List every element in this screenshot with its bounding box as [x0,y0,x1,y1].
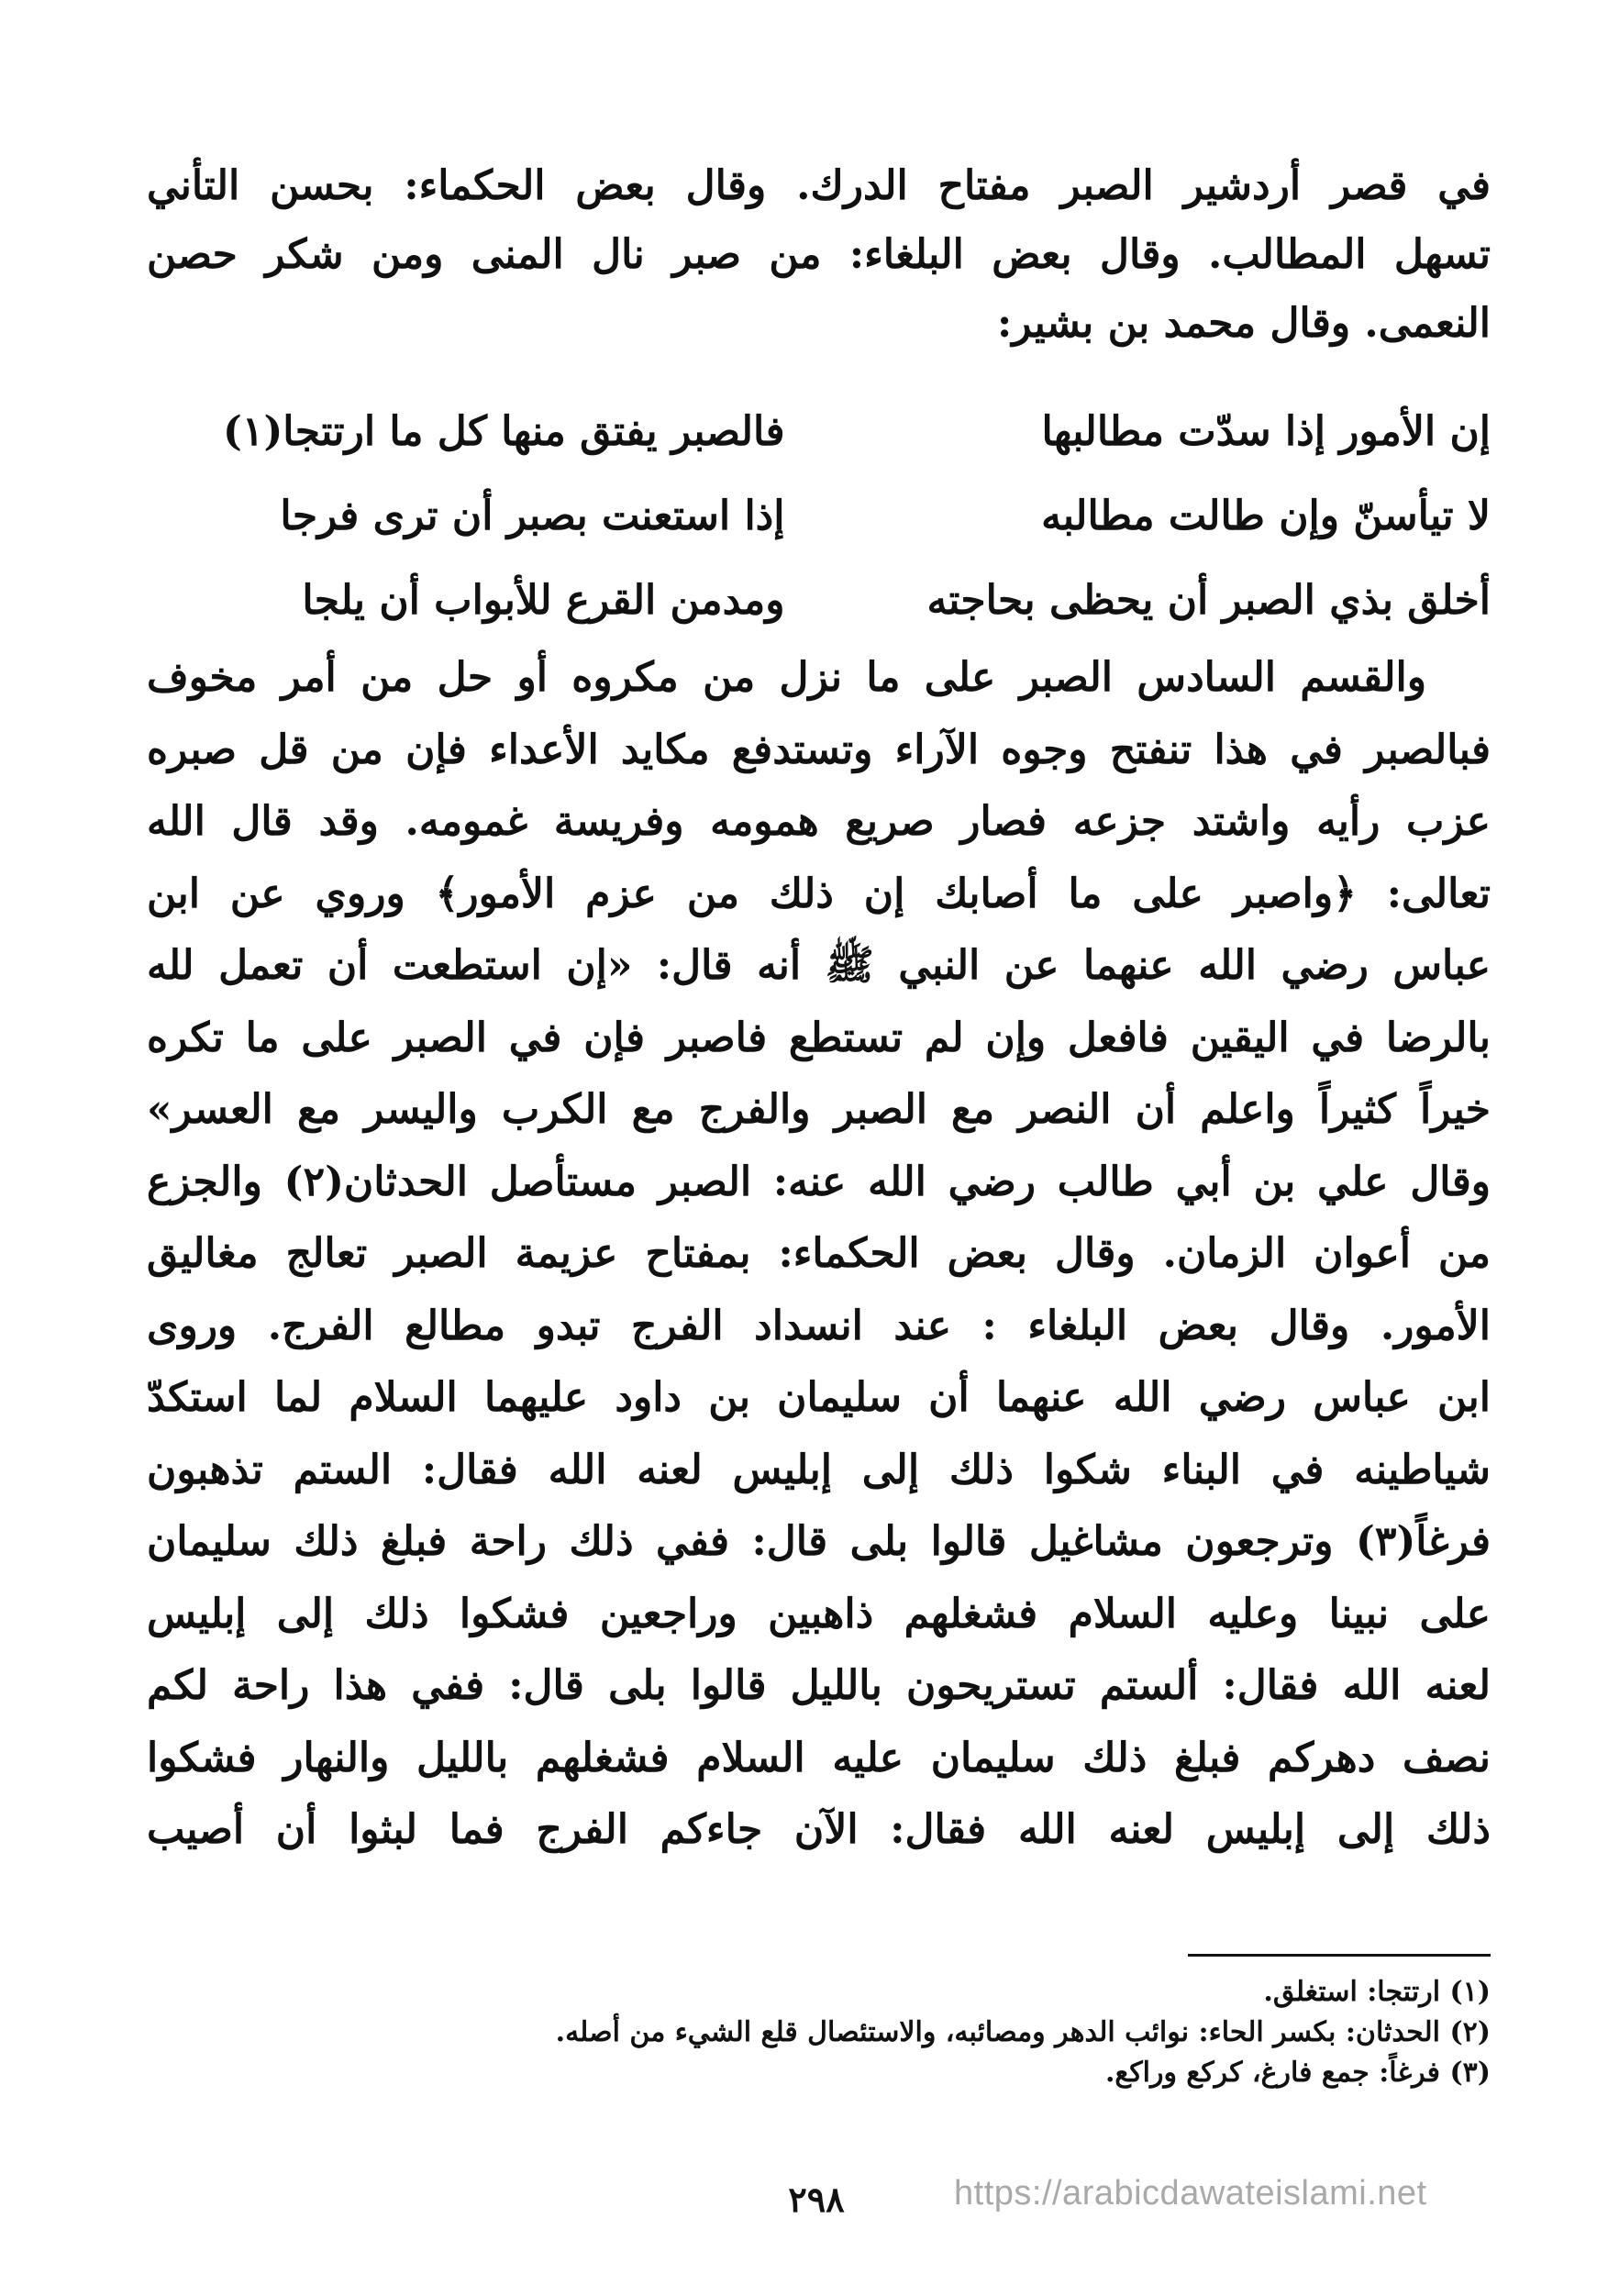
text-line: نصف دهركم فبلغ ذلك سليمان عليه السلام فشغلهم بالليل والنهار فشكوا [147,1734,1491,1781]
verse-second-hemistich: فالصبر يفتق منها كل ما ارتتجا(١) [223,408,785,455]
text-line: عزب رأيه واشتد جزعه فصار صريع همومه وفريسة غمومه. وقد قال الله [147,798,1491,845]
verse-first-hemistich: لا تيأسنّ وإن طالت مطالبه [1041,493,1491,539]
text-line: فرغاً(٣) وترجعون مشاغيل قالوا بلى قال: ففي ذلك راحة فبلغ ذلك سليمان [147,1518,1491,1565]
text-line: وقال علي بن أبي طالب رضي الله عنه: الصبر مستأصل الحدثان(٢) والجزع [147,1158,1491,1205]
poem-verse [183,559,1491,643]
text-line: شياطينه في البناء شكوا ذلك إلى إبليس لعنه الله فقال: الستم تذهبون [147,1446,1491,1493]
poem-verse [183,390,1491,474]
text-line: من أعوان الزمان. وقال بعض الحكماء: بمفتاح عزيمة الصبر تعالج مغاليق [147,1230,1491,1277]
text-line: ابن عباس رضي الله عنهما أن سليمان بن داود عليهما السلام لما استكدّ [147,1374,1491,1421]
text-line: ذلك إلى إبليس لعنه الله فقال: الآن جاءكم الفرج فما لبثوا أن أصيب [147,1806,1491,1853]
page-number: ٢٩٨ [788,2179,845,2220]
watermark-url: https://arabicdawateislami.net [954,2174,1427,2213]
verse-first-hemistich: أخلق بذي الصبر أن يحظى بحاجته [926,577,1491,624]
text-line: تسهل المطالب. وقال بعض البلغاء: من صبر نال المنى ومن شكر حصن [147,231,1491,278]
poem-verse [183,474,1491,559]
text-line: تعالى: ﴿واصبر على ما أصابك إن ذلك من عزم الأمور﴾ وروي عن ابن [147,870,1491,917]
text-line: بالرضا في اليقين فافعل وإن لم تستطع فاصبر فإن في الصبر على ما تكره [147,1014,1491,1061]
verse-first-hemistich: إن الأمور إذا سدّت مطالبها [1041,408,1491,455]
text-line: النعمى. وقال محمد بن بشير: [996,300,1491,347]
text-line: الأمور. وقال بعض البلغاء : عند انسداد الفرج تبدو مطالع الفرج. وروى [147,1302,1491,1349]
footnote: (٣) فرغاً: جمع فارغ، كركع وراكع. [1104,2057,1491,2089]
paragraph-top [147,151,1491,358]
text-line: لعنه الله فقال: ألستم تستريحون بالليل قالوا بلى قال: ففي هذا راحة لكم [147,1662,1491,1709]
text-line: خيراً كثيراً واعلم أن النصر مع الصبر والفرج مع الكرب واليسر مع العسر» [147,1086,1491,1133]
poem [183,390,1491,643]
paragraph-main [147,642,1491,1867]
footnotes [275,1972,1491,2093]
verse-second-hemistich: إذا استعنت بصبر أن ترى فرجا [280,493,785,539]
text-line: على نبينا وعليه السلام فشغلهم ذاهبين وراجعين فشكوا ذلك إلى إبليس [147,1590,1491,1637]
verse-second-hemistich: ومدمن القرع للأبواب أن يلجا [302,577,785,624]
text-line: في قصر أردشير الصبر مفتاح الدرك. وقال بعض الحكماء: بحسن التأني [147,162,1491,209]
footnote: (٢) الحدثان: بكسر الحاء: نوائب الدهر ومصائبه، والاستئصال قلع الشيء من أصله. [555,2016,1491,2048]
footnote-separator [1188,1954,1491,1957]
text-line: عباس رضي الله عنهما عن النبي ﷺ أنه قال: «إن استطعت أن تعمل لله [147,942,1491,989]
text-line: والقسم السادس الصبر على ما نزل من مكروه أو حل من أمر مخوف [147,654,1426,701]
text-line: فبالصبر في هذا تنفتح وجوه الآراء وتستدفع مكايد الأعداء فإن من قل صبره [147,726,1491,773]
footnote: (١) ارتتجا: استغلق. [1263,1976,1491,2008]
